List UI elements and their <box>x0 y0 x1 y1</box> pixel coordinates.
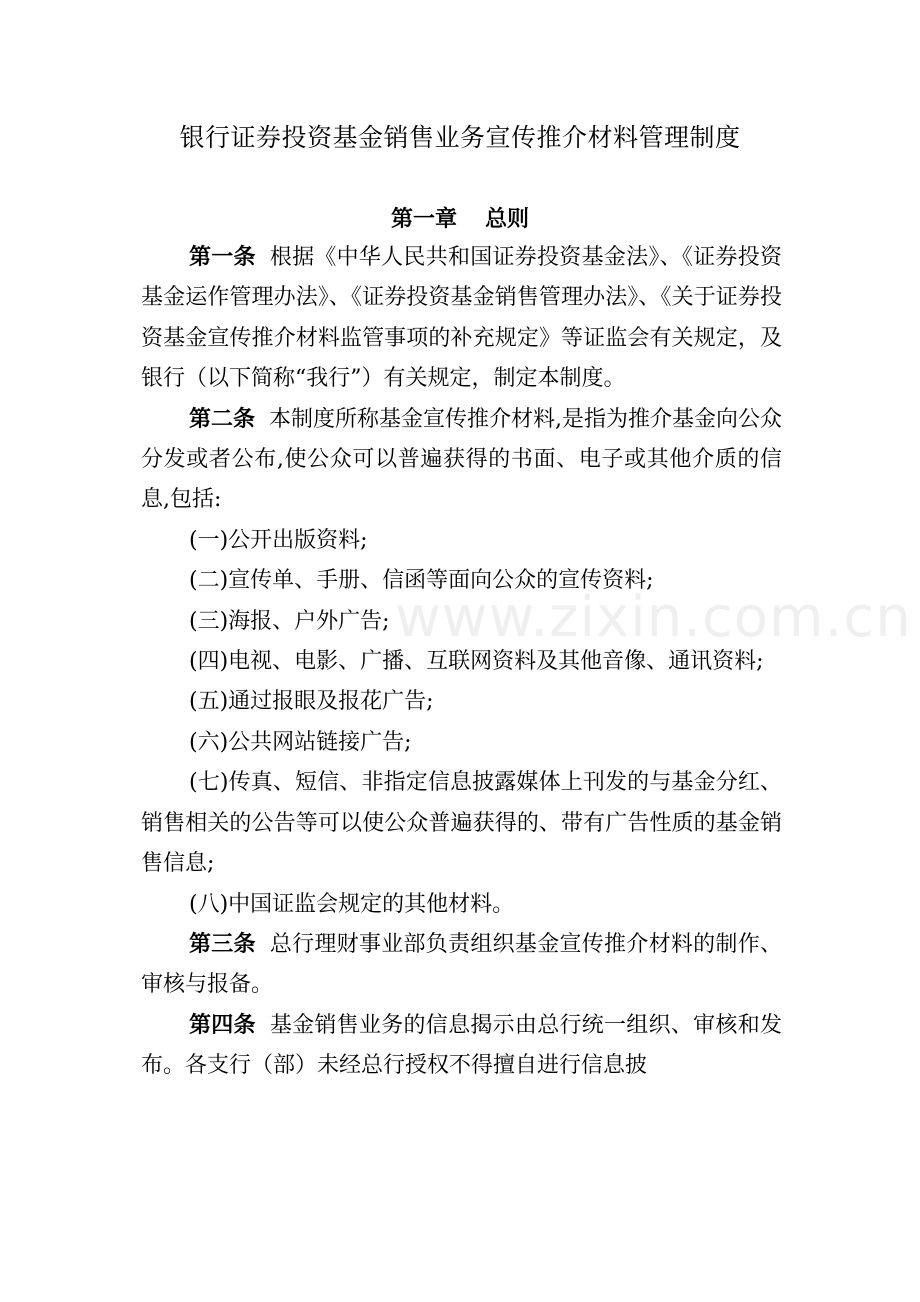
list-item <box>141 682 782 722</box>
article-label: 第三条 <box>189 931 256 957</box>
list-item <box>141 521 782 561</box>
list-item <box>141 561 782 601</box>
document-title: 银行证券投资基金销售业务宣传推介材料管理制度 <box>179 123 741 152</box>
list-item <box>141 723 782 763</box>
paragraph-text: 基金销售业务的信息揭示由总行统一组织、审核和发布。各支行（部）未经总行授权不得擅自进行信息披 <box>141 1012 782 1079</box>
paragraph-text: (二)宣传单、手册、信函等面向公众的宣传资料; <box>189 568 654 594</box>
paragraph <box>141 925 782 1006</box>
paragraph-text: (四)电视、电影、广播、互联网资料及其他音像、通讯资料; <box>189 649 764 675</box>
chapter-label: 第一章 <box>390 207 457 232</box>
paragraph <box>141 238 782 400</box>
paragraph-text: (七)传真、短信、非指定信息披露媒体上刊发的与基金分红、销售相关的公告等可以使公众普遍获得的、带有广告性质的基金销售信息; <box>141 770 782 877</box>
document-body <box>141 238 782 1087</box>
list-item <box>141 602 782 642</box>
chapter-heading <box>0 202 920 233</box>
paragraph-text: (六)公共网站链接广告; <box>189 729 412 755</box>
paragraph <box>141 400 782 521</box>
watermark: www.zixin.com.cn <box>395 585 912 650</box>
paragraph-text: 总行理财事业部负责组织基金宣传推介材料的制作、审核与报备。 <box>141 931 782 998</box>
paragraph-text: (三)海报、户外广告; <box>189 608 390 634</box>
paragraph-text: (五)通过报眼及报花广告; <box>189 689 434 715</box>
chapter-name: 总则 <box>485 207 530 232</box>
article-label: 第一条 <box>189 245 256 270</box>
list-item <box>141 642 782 682</box>
paragraph-text: 本制度所称基金宣传推介材料,是指为推介基金向公众分发或者公布,使公众可以普遍获得的书面、电子或其他介质的信息,包括: <box>141 406 783 513</box>
paragraph-text: (一)公开出版资料; <box>189 527 368 553</box>
article-label: 第四条 <box>189 1012 256 1038</box>
paragraph-text: (八)中国证监会规定的其他材料。 <box>189 891 515 917</box>
paragraph <box>141 1006 782 1087</box>
list-item <box>141 885 782 925</box>
article-label: 第二条 <box>189 406 256 432</box>
paragraph-text: 根据《中华人民共和国证券投资基金法》、《证券投资基金运作管理办法》、《证券投资基金销售管理办法》、《关于证券投资基金宣传推介材料监管事项的补充规定》等证监会有关规定，及银行（以下简称“我行”）有关规定，制定本制度。 <box>141 245 782 392</box>
list-item <box>141 763 782 884</box>
